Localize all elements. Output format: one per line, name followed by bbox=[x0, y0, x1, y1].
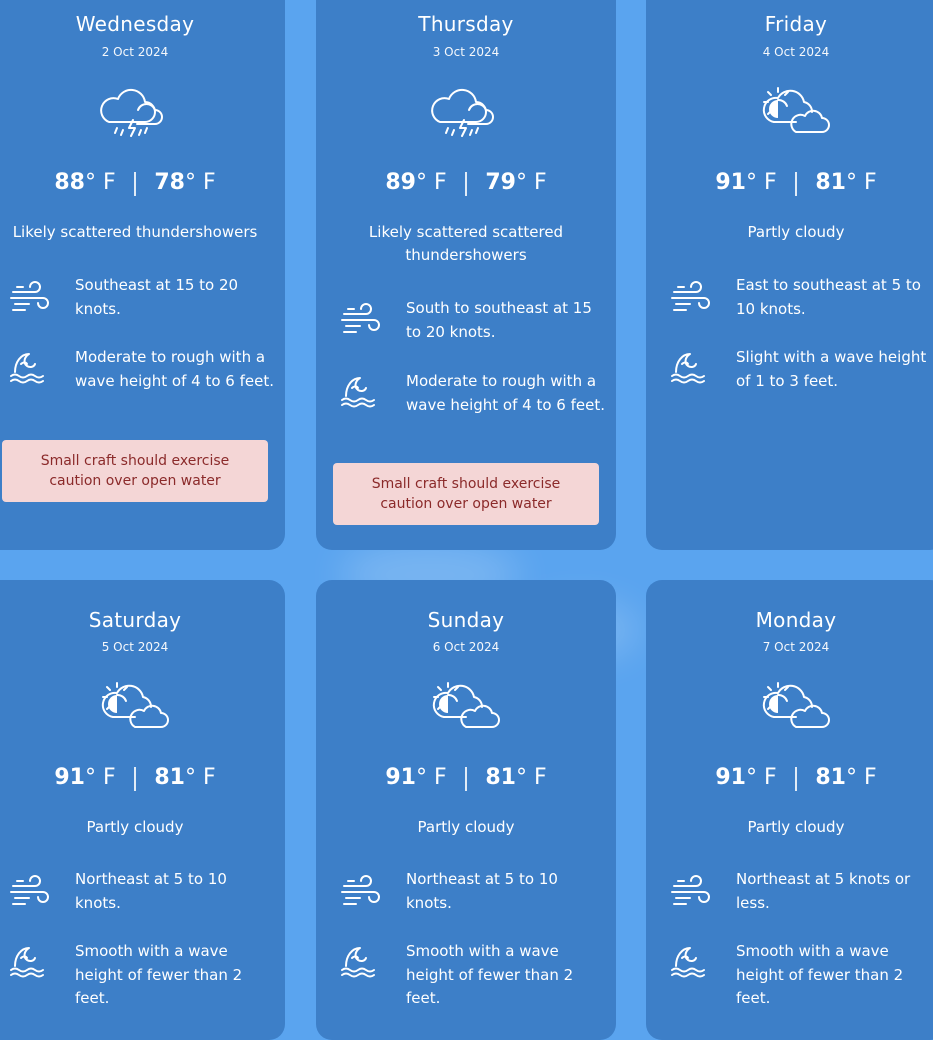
forecast-date: 2 Oct 2024 bbox=[101, 45, 169, 59]
small-craft-warning: Small craft should exercise caution over open water bbox=[333, 463, 599, 525]
wind-text: South to southeast at 15 to 20 knots. bbox=[406, 299, 592, 341]
partly-cloudy-icon bbox=[756, 677, 836, 739]
high-temperature: 89° F bbox=[385, 170, 447, 195]
wind-text: Southeast at 15 to 20 knots. bbox=[75, 276, 239, 318]
temperature-range bbox=[646, 765, 933, 795]
forecast-date: 7 Oct 2024 bbox=[762, 640, 830, 654]
wave-text: Moderate to rough with a wave height of 4 to 6 feet. bbox=[406, 372, 605, 414]
day-name: Wednesday bbox=[75, 12, 195, 36]
condition-text: Partly cloudy bbox=[747, 818, 845, 836]
wave-text: Smooth with a wave height of fewer than 2 feet. bbox=[736, 942, 904, 1007]
forecast-date: 3 Oct 2024 bbox=[432, 45, 500, 59]
wind-text: Northeast at 5 to 10 knots. bbox=[406, 870, 558, 912]
temperature-range bbox=[646, 170, 933, 200]
wind-icon bbox=[9, 278, 49, 318]
wave-text: Smooth with a wave height of fewer than 2 feet. bbox=[75, 942, 243, 1007]
low-temperature: 81° F bbox=[815, 765, 877, 790]
high-temperature: 91° F bbox=[715, 170, 777, 195]
temperature-range bbox=[316, 765, 616, 795]
thunderstorm-icon bbox=[95, 82, 175, 144]
wave-icon bbox=[670, 346, 710, 386]
temperature-range bbox=[316, 170, 616, 200]
wave-text: Smooth with a wave height of fewer than 2 feet. bbox=[406, 942, 574, 1007]
forecast-card-wednesday bbox=[0, 0, 285, 550]
wind-icon bbox=[9, 872, 49, 912]
day-name: Monday bbox=[755, 608, 837, 632]
day-name: Saturday bbox=[88, 608, 182, 632]
high-temperature: 88° F bbox=[54, 170, 116, 195]
wind-text: Northeast at 5 knots or less. bbox=[736, 870, 911, 912]
day-name: Friday bbox=[764, 12, 828, 36]
condition-text: Likely scattered scattered thundershowers bbox=[368, 223, 564, 264]
wind-icon bbox=[670, 278, 710, 318]
forecast-date: 5 Oct 2024 bbox=[101, 640, 169, 654]
high-temperature: 91° F bbox=[385, 765, 447, 790]
partly-cloudy-icon bbox=[95, 677, 175, 739]
low-temperature: 78° F bbox=[154, 170, 216, 195]
wave-text: Moderate to rough with a wave height of 4 to 6 feet. bbox=[75, 348, 274, 390]
low-temperature: 81° F bbox=[485, 765, 547, 790]
thunderstorm-icon bbox=[426, 82, 506, 144]
partly-cloudy-icon bbox=[756, 82, 836, 144]
forecast-card-friday bbox=[646, 0, 933, 550]
wave-icon bbox=[9, 940, 49, 980]
wind-text: East to southeast at 5 to 10 knots. bbox=[736, 276, 921, 318]
low-temperature: 79° F bbox=[485, 170, 547, 195]
wave-icon bbox=[340, 940, 380, 980]
wind-text: Northeast at 5 to 10 knots. bbox=[75, 870, 227, 912]
day-name: Thursday bbox=[418, 12, 514, 36]
wave-text: Slight with a wave height of 1 to 3 feet. bbox=[736, 348, 927, 390]
day-name: Sunday bbox=[427, 608, 505, 632]
wave-icon bbox=[670, 940, 710, 980]
partly-cloudy-icon bbox=[426, 677, 506, 739]
forecast-date: 4 Oct 2024 bbox=[762, 45, 830, 59]
wave-icon bbox=[340, 370, 380, 410]
wind-icon bbox=[340, 300, 380, 340]
condition-text: Likely scattered thundershowers bbox=[12, 223, 258, 241]
small-craft-warning: Small craft should exercise caution over open water bbox=[2, 440, 268, 502]
low-temperature: 81° F bbox=[154, 765, 216, 790]
wind-icon bbox=[670, 872, 710, 912]
condition-text: Partly cloudy bbox=[417, 818, 515, 836]
forecast-date: 6 Oct 2024 bbox=[432, 640, 500, 654]
temperature-range bbox=[0, 765, 285, 795]
high-temperature: 91° F bbox=[54, 765, 116, 790]
temperature-range bbox=[0, 170, 285, 200]
forecast-card-sunday bbox=[316, 580, 616, 1040]
wind-icon bbox=[340, 872, 380, 912]
forecast-card-saturday bbox=[0, 580, 285, 1040]
low-temperature: 81° F bbox=[815, 170, 877, 195]
condition-text: Partly cloudy bbox=[747, 223, 845, 241]
wave-icon bbox=[9, 346, 49, 386]
high-temperature: 91° F bbox=[715, 765, 777, 790]
forecast-card-thursday bbox=[316, 0, 616, 550]
condition-text: Partly cloudy bbox=[86, 818, 184, 836]
forecast-card-monday bbox=[646, 580, 933, 1040]
